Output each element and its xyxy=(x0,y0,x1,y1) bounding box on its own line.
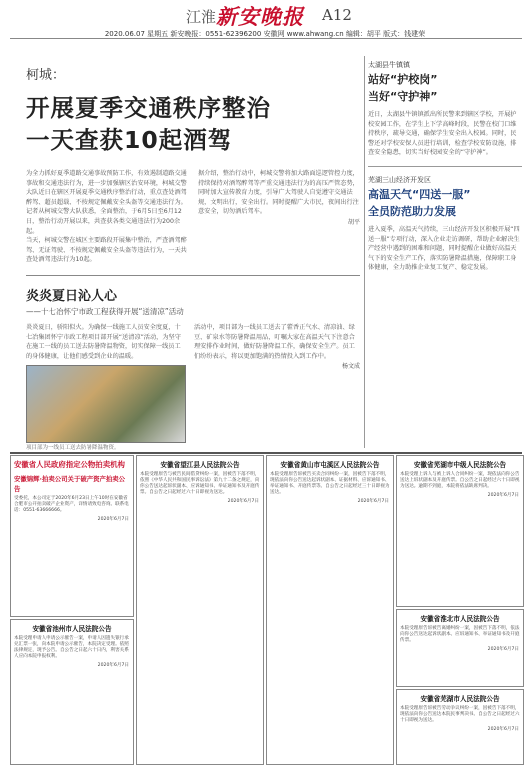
notice-wangjiang-date: 2020年6月7日 xyxy=(227,499,259,504)
notice-wuhu-body: 本院受理原告诉被告劳动争议纠纷一案，因被告下落不明，现依法向你公告送达本院民事判决书。自公告之日起经过六十日即视为送达。 xyxy=(400,706,520,723)
header-rule xyxy=(10,38,522,39)
notice-chizhou xyxy=(10,619,134,765)
lead-body-left-2: 当天，柯城交警在城区主要路段开展集中整治，严查酒驾醉驾、无证驾驶、不按规定佩戴安全头盔等违法行为，一天共查处酒驾违法行为10起。 xyxy=(26,237,187,264)
notice-huaibei-body: 本院受理原告诉被告离婚纠纷一案，因被告下落不明，依法向你公告送达起诉状副本、应诉通知书、举证通知书及开庭传票。 xyxy=(400,626,520,643)
notice-wangjiang-body: 本院受理原告与被告民间借贷纠纷一案，因被告下落不明，依照《中华人民共和国民事诉讼法》第九十二条之规定，向你公告送达起诉状副本、应诉通知书、举证通知书及开庭传票。自公告之日起经过六十日即视为送达。 xyxy=(140,472,260,495)
workers-photo xyxy=(26,365,186,443)
feature-photo-caption: 项目部为一线员工送去防暑降温物资。 xyxy=(26,445,120,452)
notice-wuhu-intermediate xyxy=(396,455,524,607)
side-story2-kicker: 芜湖三山经济开发区 xyxy=(368,175,431,184)
lead-body-right: 据介绍，整治行动中，柯城交警将加大路面巡逻管控力度，持续保持对酒驾醉驾等严重交通违法行为的高压严管态势，同时加大宣传教育力度，引导广大驾驶人自觉遵守交通法规，文明出行，安全出行。同时提醒广大市民，夜间出行注意安全，切勿酒后驾车。 xyxy=(198,170,359,216)
side-story2-headline-line1: 高温天气“四送一服” xyxy=(368,187,471,201)
notice-chizhou-title: 安徽省池州市人民法院公告 xyxy=(32,625,112,633)
feature-body-right: 活动中，项目部为一线员工送去了藿香正气水、清凉油、绿豆、矿泉水等防暑降温用品，叮嘱大家在高温天气下注意合理安排作业时间，做好防暑降温工作，确保安全生产。员工们纷纷表示，将以更加饱满的热情投入到工作中。 xyxy=(194,324,355,360)
side-story1-kicker: 太湖县牛镇镇 xyxy=(368,61,410,69)
notice-wuhu xyxy=(396,689,524,765)
page-number: A12 xyxy=(322,6,352,24)
side-divider xyxy=(368,166,522,167)
feature-body xyxy=(26,323,360,451)
notice-wangjiang-title: 安徽省望江县人民法院公告 xyxy=(160,461,240,469)
feature-photo xyxy=(26,365,186,443)
auction-ad-date: 2020年6月7日 xyxy=(97,517,129,522)
side-story2-body: 进入夏季，高温天气持续，三山经济开发区积极开展“四送一服”专项行动，深入企业走访调研，帮助企业解决生产经营中遇到的困难和问题，同时提醒企业做好高温天气下的安全生产工作，落实防暑降温措施，保障职工身体健康，全力助推企业复工复产、稳定发展。 xyxy=(368,225,520,272)
lead-author: 胡平 xyxy=(347,218,360,226)
notice-tunxi-body: 本院受理原告诉被告买卖合同纠纷一案，因被告下落不明，现依法向你公告送达起诉状副本、证据材料、应诉通知书、举证通知书、开庭传票等。自公告之日起经过三十日即视为送达。 xyxy=(270,472,390,495)
auction-ad-body: 受委托，本公司定于2020年6月23日上午10时在安徽省合肥市公开拍卖破产企业资产，详情请致电咨询。联系电话：0551-63666666。 xyxy=(14,496,129,513)
lead-body xyxy=(26,169,360,265)
lead-headline-line2: 一天查获10起酒驾 xyxy=(26,126,233,154)
notice-huaibei-date: 2020年6月7日 xyxy=(487,647,519,652)
notice-chizhou-body: 本院受理申请人申请公示催告一案，申请人因遗失银行承兑汇票一张，向本院申请公示催告，本院决定受理。依照法律规定，现予公告。自公告之日起六十日内，利害关系人应向本院申报权利。 xyxy=(14,636,129,659)
notice-huaibei xyxy=(396,609,524,687)
ads-rule xyxy=(10,452,522,454)
side-story1-headline-line1: 站好“护校岗” xyxy=(368,73,438,86)
feature-left-col xyxy=(26,323,186,451)
column-divider xyxy=(364,56,365,448)
auction-ad-subtitle: 安徽锦辉·拍卖公司关于破产资产拍卖公告 xyxy=(14,475,126,493)
feature-subhead: ——十七冶怀宁市政工程获得开展“送清凉”活动 xyxy=(26,307,184,316)
section-divider xyxy=(26,275,360,276)
notice-wuhu-intermediate-title: 安徽省芜湖市中级人民法院公告 xyxy=(413,461,507,469)
notice-tunxi-date: 2020年6月7日 xyxy=(357,499,389,504)
side-column xyxy=(368,56,522,273)
notice-wuhu-date: 2020年6月7日 xyxy=(487,727,519,732)
page-header xyxy=(0,0,530,50)
lead-kicker: 柯城： xyxy=(26,68,66,83)
masthead-logo: 新安晚报 xyxy=(216,4,304,29)
lead-headline-line1: 开展夏季交通秩序整治 xyxy=(26,94,271,122)
notice-tunxi-title: 安徽省黄山市屯溪区人民法院公告 xyxy=(280,461,380,469)
feature-story xyxy=(26,279,360,451)
header-info-bar: 2020.06.07 星期五 新安晚报：0551-62396200 安徽网 www.ahwang.cn 编辑：胡平 版式：钱建荣 xyxy=(104,30,426,38)
side-story2-headline-line2: 全员防范助力发展 xyxy=(368,204,456,218)
lead-body-left: 为全力抓好夏季道路交通事故预防工作，有效遏制道路交通事故和交通违法行为，进一步加强辖区治安环境，柯城交警大队近日在辖区开展夏季交通秩序整治行动，重点查处酒驾醉驾、超员超载、不按规定佩戴安全头盔等交通违法行为。记者从柯城交警大队获悉，全面整治，于6月5日至6月12日，整治行动开展以来，共查获各类交通违法行为200余起。 xyxy=(26,170,187,235)
notice-wuhu-intermediate-date: 2020年6月7日 xyxy=(487,493,519,498)
notice-wangjiang xyxy=(136,455,264,765)
feature-right-col xyxy=(194,323,360,451)
feature-body-left: 炎炎夏日，骄阳似火。为确保一线施工人员安全度夏，十七冶集团怀宁市政工程项目部开展“送清凉”活动，为坚守在施工一线的员工送去防暑降温物资，切实保障一线员工的身体健康，让他们感受到企业的温暖。 xyxy=(26,324,181,360)
notice-wuhu-intermediate-body: 本院受理上诉人与被上诉人合同纠纷一案，现依法向你公告送达上诉状副本及开庭传票。自公告之日起经过六十日即视为送达。逾期不到庭，本院将依法缺席判决。 xyxy=(400,472,520,489)
feature-headline: 炎炎夏日沁人心 xyxy=(26,289,118,304)
notice-tunxi xyxy=(266,455,394,765)
feature-author: 杨文成 xyxy=(341,363,360,371)
lead-story xyxy=(26,56,360,265)
notice-wuhu-title: 安徽省芜湖市人民法院公告 xyxy=(420,695,500,703)
notice-chizhou-date: 2020年6月7日 xyxy=(97,663,129,668)
section-name: 江淮 xyxy=(186,8,217,26)
legal-notices xyxy=(10,455,522,765)
side-story1-body: 近日，太湖县牛镇镇派出所民警来到辖区学校，开展护校安园工作，在学生上下学高峰时段，民警在校门口维持秩序，疏导交通，确保学生安全出入校园。同时，民警还对学校安保人员进行培训，检查学校安防设施，排查安全隐患，切实当好校园安全的“守护神”。 xyxy=(368,111,517,157)
auction-ad xyxy=(10,455,134,617)
notice-huaibei-title: 安徽省淮北市人民法院公告 xyxy=(420,615,500,623)
auction-ad-title: 安徽省人民政府指定公物拍卖机构 xyxy=(14,460,125,469)
side-story1-headline-line2: 当好“守护神” xyxy=(368,90,438,103)
